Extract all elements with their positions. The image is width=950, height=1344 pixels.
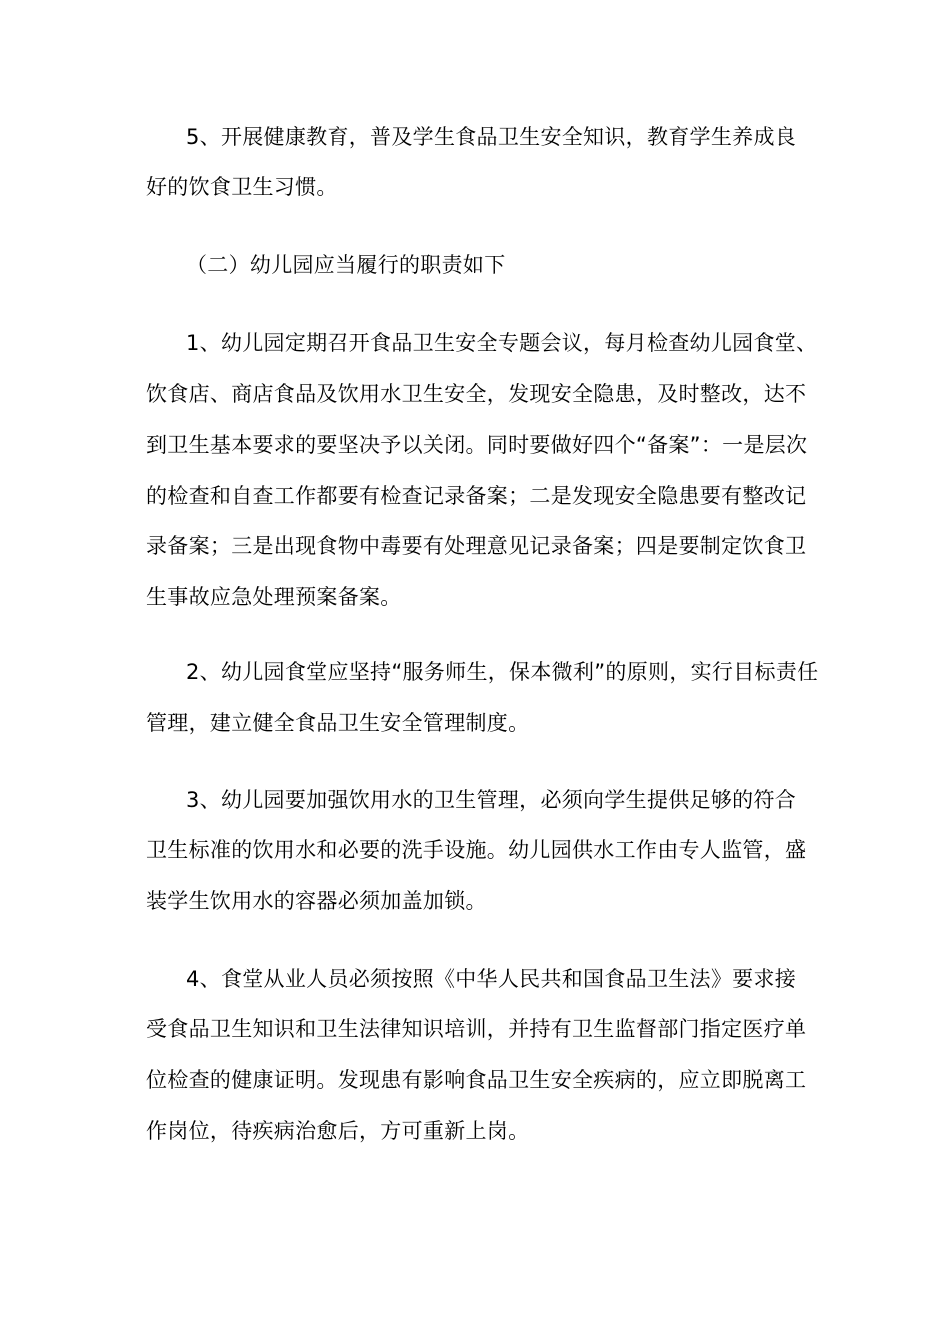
paragraph-2-line-1: 2、幼儿园食堂应坚持“服务师生，保本微利”的原则，实行目标责任 — [186, 660, 819, 684]
paragraph-1-line-4: 的检查和自查工作都要有检查记录备案；二是发现安全隐患要有整改记 — [146, 484, 807, 508]
paragraph-4-line-4: 作岗位，待疾病治愈后，方可重新上岗。 — [146, 1119, 530, 1143]
section-heading: （二）幼儿园应当履行的职责如下 — [186, 253, 506, 277]
paragraph-1-line-5: 录备案；三是出现食物中毒要有处理意见记录备案；四是要制定饮食卫 — [146, 534, 807, 558]
paragraph-3-line-1: 3、幼儿园要加强饮用水的卫生管理，必须向学生提供足够的符合 — [186, 788, 797, 812]
paragraph-3-line-3: 装学生饮用水的容器必须加盖加锁。 — [146, 889, 487, 913]
paragraph-4-line-2: 受食品卫生知识和卫生法律知识培训，并持有卫生监督部门指定医疗单 — [146, 1017, 807, 1041]
paragraph-1-line-6: 生事故应急处理预案备案。 — [146, 585, 402, 609]
paragraph-1-line-1: 1、幼儿园定期召开食品卫生安全专题会议，每月检查幼儿园食堂、 — [186, 331, 818, 355]
paragraph-1-line-3: 到卫生基本要求的要坚决予以关闭。同时要做好四个“备案”：一是层次 — [146, 433, 808, 457]
paragraph-2-line-2: 管理，建立健全食品卫生安全管理制度。 — [146, 711, 530, 735]
paragraph-3-line-2: 卫生标准的饮用水和必要的洗手设施。幼儿园供水工作由专人监管，盛 — [146, 838, 807, 862]
paragraph-5-line-2: 好的饮食卫生习惯。 — [146, 175, 338, 199]
paragraph-4-line-3: 位检查的健康证明。发现患有影响食品卫生安全疾病的，应立即脱离工 — [146, 1068, 807, 1092]
paragraph-1-line-2: 饮食店、商店食品及饮用水卫生安全，发现安全隐患，及时整改，达不 — [146, 382, 807, 406]
paragraph-5-line-1: 5、开展健康教育，普及学生食品卫生安全知识，教育学生养成良 — [186, 125, 797, 149]
paragraph-4-line-1: 4、食堂从业人员必须按照《中华人民共和国食品卫生法》要求接 — [186, 967, 797, 991]
